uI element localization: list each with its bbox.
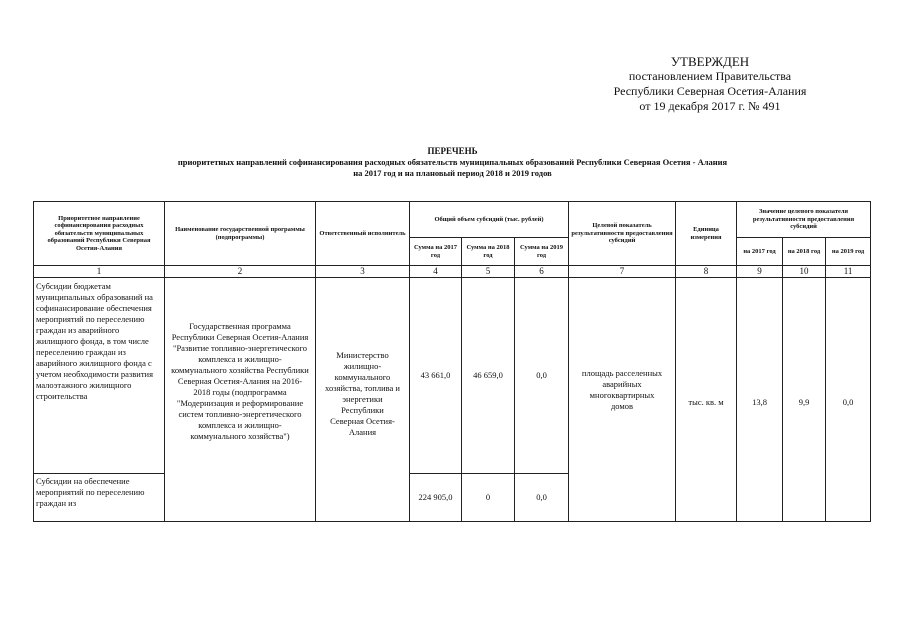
column-number: 3 [316, 266, 410, 278]
priorities-table [33, 201, 871, 522]
header-value-2018: на 2018 год [783, 238, 826, 266]
header-indicator-value: Значение целевого показателя результативности предоставления субсидий [737, 202, 871, 238]
document-title [0, 145, 905, 179]
column-number: 9 [737, 266, 783, 278]
header-unit: Единица измерения [676, 202, 737, 266]
header-executor: Ответственный исполнитель [316, 202, 410, 266]
column-number: 4 [410, 266, 462, 278]
column-number: 6 [515, 266, 569, 278]
indicator-cell: площадь расселенных аварийных многоквартирных домов [569, 278, 676, 522]
header-direction: Приоритетное направление софинансирования расходных обязательств муниципальных образований Республики Северная Осетия-Алания [34, 202, 165, 266]
approval-line-3: Республики Северная Осетия-Алания [613, 84, 807, 98]
sum-2019-cell: 0,0 [515, 474, 569, 522]
unit-cell: тыс. кв. м [676, 278, 737, 522]
column-numbers-row [34, 266, 871, 278]
header-sum-2018: Сумма на 2018 год [462, 238, 515, 266]
value-2019-cell: 0,0 [826, 278, 871, 522]
column-number: 10 [783, 266, 826, 278]
direction-cell: Субсидии на обеспечение мероприятий по переселению граждан из [34, 474, 165, 522]
header-value-2019: на 2019 год [826, 238, 871, 266]
header-subsidy-total: Общий объем субсидий (тыс. рублей) [410, 202, 569, 238]
header-sum-2017: Сумма на 2017 год [410, 238, 462, 266]
column-number: 8 [676, 266, 737, 278]
program-cell: Государственная программа Республики Северная Осетия-Алания "Развитие топливно-энергетического комплекса и жилищно-коммунального хозяйства Республики Северная Осетия-Алания на 2016-2018 годы (подпрограмма "Модернизация и реформирование систем топливно-энергетического комплекса и жилищно-коммунального хозяйства") [165, 278, 316, 522]
column-number: 7 [569, 266, 676, 278]
approval-block [560, 54, 860, 114]
column-number: 5 [462, 266, 515, 278]
header-program: Наименование государственной программы (подпрограммы) [165, 202, 316, 266]
column-number: 2 [165, 266, 316, 278]
sum-2018-cell: 0 [462, 474, 515, 522]
table-row [34, 278, 871, 474]
approval-line-2: постановлением Правительства [628, 69, 792, 83]
sum-2017-cell: 43 661,0 [410, 278, 462, 474]
executor-cell: Министерство жилищно-коммунального хозяйства, топлива и энергетики Республики Северная Осетия-Алания [316, 278, 410, 522]
title-line-1: приоритетных направлений софинансирования расходных обязательств муниципальных образований Республики Северная Осетия - Алания [177, 157, 728, 167]
sum-2018-cell: 46 659,0 [462, 278, 515, 474]
sum-2019-cell: 0,0 [515, 278, 569, 474]
column-number: 1 [34, 266, 165, 278]
approval-line-4: от 19 декабря 2017 г. № 491 [639, 99, 781, 113]
title-line-2: на 2017 год и на плановый период 2018 и 2019 годов [353, 168, 552, 178]
column-number: 11 [826, 266, 871, 278]
header-indicator: Целевой показатель результативности предоставления субсидий [569, 202, 676, 266]
sum-2017-cell: 224 905,0 [410, 474, 462, 522]
value-2018-cell: 9,9 [783, 278, 826, 522]
header-value-2017: на 2017 год [737, 238, 783, 266]
value-2017-cell: 13,8 [737, 278, 783, 522]
title-heading: ПЕРЕЧЕНЬ [427, 146, 478, 156]
direction-cell: Субсидии бюджетам муниципальных образований на софинансирование обеспечения мероприятий по переселению граждан из аварийного жилищного фонда, в том числе переселению граждан из аварийного жилищного фонда с учетом необходимости развития малоэтажного жилищного строительства [34, 278, 165, 474]
approval-line-1: УТВЕРЖДЕН [670, 54, 750, 69]
header-sum-2019: Сумма на 2019 год [515, 238, 569, 266]
